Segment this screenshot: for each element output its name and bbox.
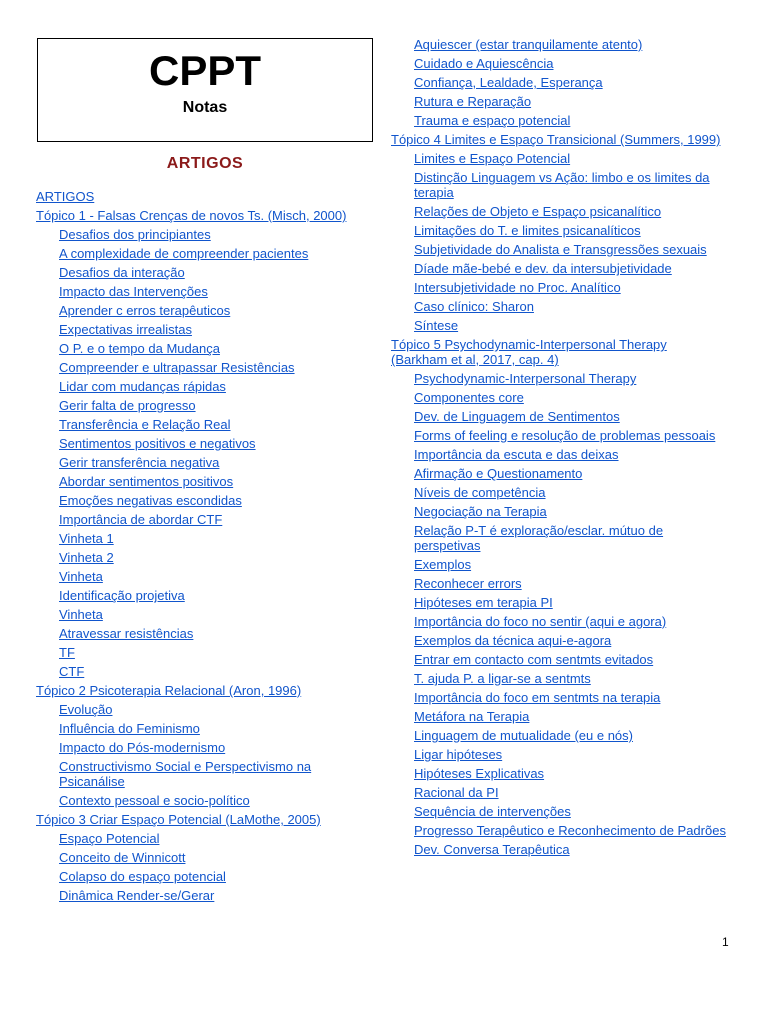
toc-entry-link[interactable]: Emoções negativas escondidas	[59, 493, 242, 508]
toc-entry-link[interactable]: Sentimentos positivos e negativos	[59, 436, 256, 451]
toc-entry-link[interactable]: Distinção Linguagem vs Ação: limbo e os limites da terapia	[414, 170, 710, 200]
toc-entry-link[interactable]: Importância do foco em sentmts na terapia	[414, 690, 661, 705]
page-number: 1	[722, 935, 729, 949]
toc-entry-link[interactable]: Evolução	[59, 702, 113, 717]
toc-entry-link[interactable]: Sequência de intervenções	[414, 804, 571, 819]
toc-entry-link[interactable]: Vinheta 1	[59, 531, 114, 546]
toc-entry-link[interactable]: Atravessar resistências	[59, 626, 194, 641]
toc-entry-link[interactable]: Impacto das Intervenções	[59, 284, 208, 299]
toc-entry-link[interactable]: Gerir transferência negativa	[59, 455, 220, 470]
toc-entry-link[interactable]: CTF	[59, 664, 85, 679]
toc-entry-link[interactable]: Relações de Objeto e Espaço psicanalítico	[414, 204, 662, 219]
toc-entry-link[interactable]: Importância de abordar CTF	[59, 512, 223, 527]
toc-section-link[interactable]: Tópico 5 Psychodynamic-Interpersonal Therapy (Barkham et al, 2017, cap. 4)	[391, 337, 667, 367]
toc-entry-link[interactable]: Intersubjetividade no Proc. Analítico	[414, 280, 621, 295]
toc-entry-link[interactable]: Dinâmica Render-se/Gerar	[59, 888, 215, 903]
toc-entry-link[interactable]: Negociação na Terapia	[414, 504, 547, 519]
toc-entry-link[interactable]: Confiança, Lealdade, Esperança	[414, 75, 603, 90]
toc-entry-link[interactable]: Trauma e espaço potencial	[414, 113, 571, 128]
toc-entry-link[interactable]: O P. e o tempo da Mudança	[59, 341, 220, 356]
toc-entry-link[interactable]: Abordar sentimentos positivos	[59, 474, 234, 489]
toc-entry-link[interactable]: Conceito de Winnicott	[59, 850, 186, 865]
toc-entry-link[interactable]: Desafios dos principiantes	[59, 227, 211, 242]
toc-entry-link[interactable]: Níveis de competência	[414, 485, 546, 500]
toc-entry-link[interactable]: Espaço Potencial	[59, 831, 160, 846]
toc-entry-link[interactable]: Aprender c erros terapêuticos	[59, 303, 231, 318]
toc-entry-link[interactable]: Vinheta	[59, 569, 103, 584]
toc-entry-link[interactable]: Constructivismo Social e Perspectivismo na Psicanálise	[59, 759, 312, 789]
toc-section-link[interactable]: Tópico 3 Criar Espaço Potencial (LaMothe, 2005)	[36, 812, 321, 827]
toc-entry-link[interactable]: Psychodynamic-Interpersonal Therapy	[414, 371, 637, 386]
toc-entry-link[interactable]: Racional da PI	[414, 785, 499, 800]
toc-entry-link[interactable]: Linguagem de mutualidade (eu e nós)	[414, 728, 633, 743]
toc-entry-link[interactable]: Compreender e ultrapassar Resistências	[59, 360, 295, 375]
toc-entry-link[interactable]: Expectativas irrealistas	[59, 322, 192, 337]
toc-entry-link[interactable]: Entrar em contacto com sentmts evitados	[414, 652, 654, 667]
toc-entry-link[interactable]: Desafios da interação	[59, 265, 185, 280]
toc-entry-link[interactable]: Aquiescer (estar tranquilamente atento)	[414, 37, 643, 52]
toc-entry-link[interactable]: Ligar hipóteses	[414, 747, 503, 762]
toc-entry-link[interactable]: Relação P-T é exploração/esclar. mútuo de perspetivas	[414, 523, 664, 553]
document-title: CPPT	[148, 47, 261, 94]
toc-section-link[interactable]: Tópico 1 - Falsas Crenças de novos Ts. (Misch, 2000)	[36, 208, 347, 223]
toc-entry-link[interactable]: Dev. Conversa Terapêutica	[414, 842, 570, 857]
toc-entry-link[interactable]: Impacto do Pós-modernismo	[59, 740, 226, 755]
toc-entry-link[interactable]: Importância da escuta e das deixas	[414, 447, 619, 462]
toc-entry-link[interactable]: Cuidado e Aquiescência	[414, 56, 554, 71]
toc-entry-link[interactable]: Afirmação e Questionamento	[414, 466, 583, 481]
document-subtitle: Notas	[182, 99, 228, 116]
toc-section-link[interactable]: ARTIGOS	[36, 189, 95, 204]
toc-entry-link[interactable]: Díade mãe-bebé e dev. da intersubjetividade	[414, 261, 672, 276]
toc-left-column	[36, 189, 376, 907]
toc-entry-link[interactable]: Limites e Espaço Potencial	[414, 151, 571, 166]
toc-entry-link[interactable]: Influência do Feminismo	[59, 721, 200, 736]
section-heading: ARTIGOS	[166, 155, 244, 172]
toc-section-link[interactable]: Tópico 4 Limites e Espaço Transicional (Summers, 1999)	[391, 132, 721, 147]
toc-entry-link[interactable]: Importância do foco no sentir (aqui e agora)	[414, 614, 667, 629]
toc-entry-link[interactable]: Hipóteses em terapia PI	[414, 595, 553, 610]
toc-entry-link[interactable]: Lidar com mudanças rápidas	[59, 379, 226, 394]
toc-entry-link[interactable]: Colapso do espaço potencial	[59, 869, 226, 884]
toc-entry-link[interactable]: Transferência e Relação Real	[59, 417, 231, 432]
toc-entry-link[interactable]: Forms of feeling e resolução de problemas pessoais	[414, 428, 716, 443]
toc-entry-link[interactable]: TF	[59, 645, 75, 660]
toc-entry-link[interactable]: Progresso Terapêutico e Reconhecimento de Padrões	[414, 823, 726, 838]
toc-entry-link[interactable]: Dev. de Linguagem de Sentimentos	[414, 409, 620, 424]
toc-entry-link[interactable]: Hipóteses Explicativas	[414, 766, 545, 781]
toc-section-link[interactable]: Tópico 2 Psicoterapia Relacional (Aron, 1996)	[36, 683, 302, 698]
toc-entry-link[interactable]: Exemplos da técnica aqui-e-agora	[414, 633, 612, 648]
toc-entry-link[interactable]: Gerir falta de progresso	[59, 398, 196, 413]
toc-entry-link[interactable]: Vinheta	[59, 607, 103, 622]
toc-entry-link[interactable]: Componentes core	[414, 390, 524, 405]
toc-right-column	[391, 37, 726, 861]
toc-entry-link[interactable]: Contexto pessoal e socio-político	[59, 793, 250, 808]
toc-entry-link[interactable]: Exemplos	[414, 557, 472, 572]
toc-entry-link[interactable]: Metáfora na Terapia	[414, 709, 530, 724]
toc-entry-link[interactable]: Caso clínico: Sharon	[414, 299, 534, 314]
toc-entry-link[interactable]: T. ajuda P. a ligar-se a sentmts	[414, 671, 591, 686]
toc-entry-link[interactable]: Identificação projetiva	[59, 588, 185, 603]
toc-entry-link[interactable]: Reconhecer errors	[414, 576, 522, 591]
toc-entry-link[interactable]: Subjetividade do Analista e Transgressões sexuais	[414, 242, 707, 257]
toc-entry-link[interactable]: Síntese	[414, 318, 459, 333]
toc-entry-link[interactable]: A complexidade de compreender pacientes	[59, 246, 309, 261]
toc-entry-link[interactable]: Vinheta 2	[59, 550, 114, 565]
title-box	[37, 38, 373, 142]
toc-entry-link[interactable]: Rutura e Reparação	[414, 94, 532, 109]
toc-entry-link[interactable]: Limitações do T. e limites psicanalíticos	[414, 223, 641, 238]
